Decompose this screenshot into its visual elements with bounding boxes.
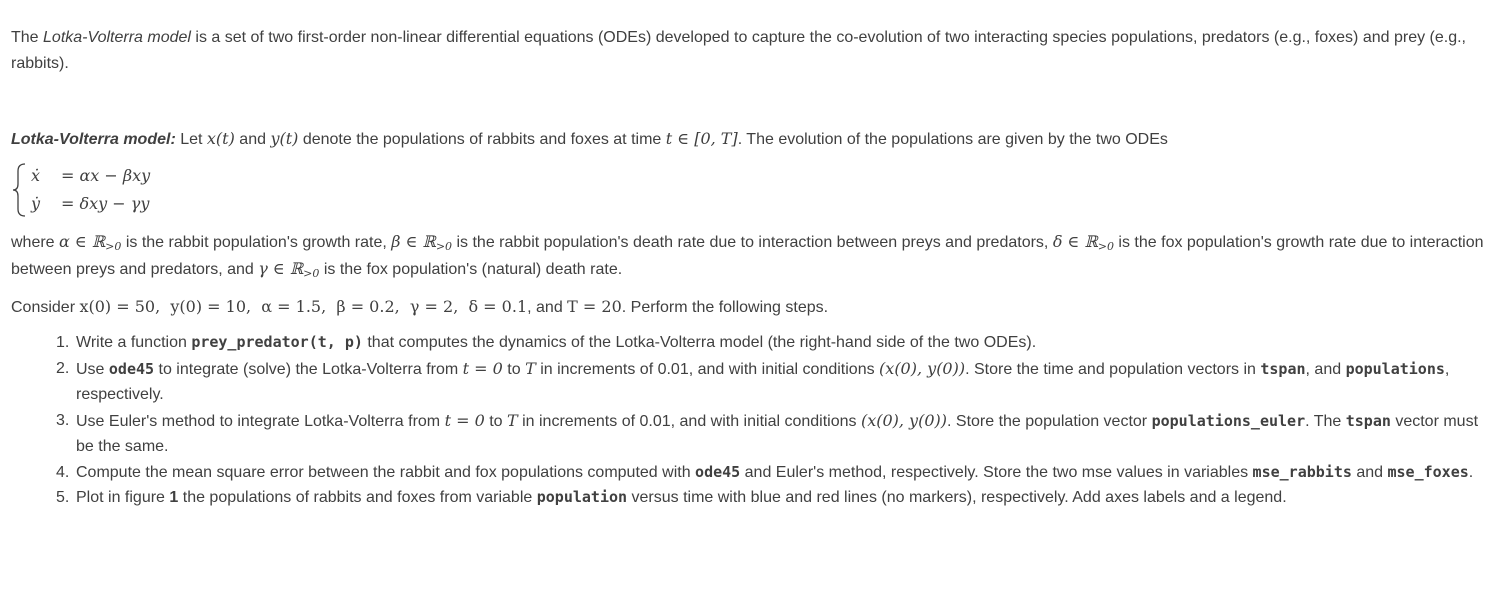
step-text: . [1468, 463, 1474, 481]
step-text: to integrate (solve) the Lotka-Volterra from [154, 360, 463, 378]
code-ode45: ode45 [695, 462, 741, 481]
step-number: 5. [56, 489, 70, 506]
step-number: 1. [56, 334, 70, 351]
model-text-3: denote the populations of rabbits and foxes at time [298, 131, 666, 148]
gamma-domain [258, 259, 319, 278]
equation-rabbits [31, 166, 150, 185]
code-mse-foxes: mse_foxes [1387, 462, 1469, 481]
step-item [11, 408, 1487, 460]
steps-list [11, 330, 1487, 511]
model-label: Lotka-Volterra model: [11, 131, 176, 148]
rhs-rabbits: = αx − βxy [61, 166, 151, 185]
step-text: and [1351, 463, 1388, 481]
where-text-3: is the rabbit population's death rate due to interaction between preys and predators, [452, 234, 1053, 251]
step-text: , and [1305, 360, 1346, 378]
alpha-set: α ∈ ℝ [59, 232, 106, 251]
math-initial-conditions: (x(0), y(0)) [879, 358, 966, 378]
step-text: , respectively. [76, 360, 1450, 403]
step-text: to [484, 412, 507, 430]
step-text: in increments of 0.01, and with initial conditions [535, 360, 880, 378]
y-dot: ẏ [31, 194, 41, 213]
step-number: 4. [56, 463, 70, 481]
figure-number: 1 [169, 489, 179, 506]
rhs-foxes: = δxy − γy [61, 194, 150, 213]
alpha-domain [59, 232, 121, 251]
parameters-paragraph [11, 229, 1487, 283]
step-text: versus time with blue and red lines (no markers), respectively. Add axes labels and a legend. [627, 489, 1287, 506]
gamma-set: γ ∈ ℝ [258, 259, 304, 278]
where-text-5: is the fox population's (natural) death rate. [319, 261, 623, 278]
delta-domain [1053, 232, 1114, 251]
step-text: . The [1305, 412, 1346, 430]
code-tspan: tspan [1260, 359, 1306, 378]
model-text-1: Let [175, 131, 207, 148]
step-text: Use [76, 360, 109, 378]
step-item [11, 460, 1487, 486]
step-text: Write a function [76, 334, 192, 351]
code-populations: populations [1345, 359, 1445, 378]
math-t-zero: t = 0 [462, 358, 503, 378]
initial-values: x(0) = 50, y(0) = 10, α = 1.5, β = 0.2, γ = 2, δ = 0.1 [79, 297, 528, 316]
positive-sub: >0 [105, 240, 122, 253]
math-T: T [506, 410, 518, 430]
x-of-t: x(t) [206, 129, 235, 148]
step-text: vector must be the same. [76, 412, 1479, 455]
code-population: population [536, 488, 628, 506]
code-tspan: tspan [1345, 411, 1391, 430]
code-ode45: ode45 [108, 359, 155, 378]
beta-domain [391, 232, 452, 251]
where-text-1: where [11, 234, 60, 251]
step-text: the populations of rabbits and foxes from variable [178, 489, 537, 506]
step-number: 2. [56, 359, 70, 377]
step-item [11, 356, 1487, 408]
equation-foxes [31, 194, 149, 213]
step-text: Use Euler's method to integrate Lotka-Volterra from [76, 412, 445, 430]
model-text-4: . The evolution of the populations are given by the two ODEs [737, 131, 1168, 148]
ode-system [11, 162, 311, 218]
y-of-t: y(t) [270, 129, 299, 148]
positive-sub: >0 [303, 267, 320, 280]
code-function-signature: prey_predator(t, p) [191, 333, 363, 351]
step-text: in increments of 0.01, and with initial conditions [517, 412, 861, 430]
step-text: that computes the dynamics of the Lotka-Volterra model (the right-hand side of the two ODEs). [362, 334, 1037, 351]
intro-text-1: The [11, 29, 44, 46]
math-T: T [525, 358, 536, 378]
step-number: 3. [56, 411, 70, 429]
step-item [11, 330, 1487, 356]
step-text: . Store the population vector [947, 412, 1152, 430]
delta-set: δ ∈ ℝ [1052, 232, 1098, 251]
step-item [11, 485, 1487, 511]
code-mse-rabbits: mse_rabbits [1252, 462, 1352, 481]
consider-text-1: Consider [11, 299, 80, 316]
step-text: Plot in figure [76, 489, 170, 506]
consider-text-2: , and [527, 299, 568, 316]
code-populations-euler: populations_euler [1151, 411, 1306, 430]
positive-sub: >0 [1097, 240, 1114, 253]
left-brace-icon [11, 162, 27, 218]
initial-conditions-paragraph [11, 294, 828, 321]
time-interval: t ∈ [0, T] [665, 129, 738, 148]
step-text: . Store the time and population vectors in [965, 360, 1261, 378]
step-text: to [502, 360, 526, 378]
model-definition-paragraph [11, 126, 1168, 153]
model-name: Lotka-Volterra model [43, 29, 191, 46]
math-initial-conditions: (x(0), y(0)) [860, 410, 947, 430]
beta-set: β ∈ ℝ [391, 232, 436, 251]
model-text-2: and [234, 131, 271, 148]
x-dot: ẋ [31, 166, 41, 185]
positive-sub: >0 [435, 240, 453, 253]
where-text-4: is the fox population's growth rate due to interaction between preys and predators, and [11, 234, 1484, 278]
math-t-zero: t = 0 [444, 410, 485, 430]
where-text-2: is the rabbit population's growth rate, [121, 234, 392, 251]
final-time: T = 20 [567, 297, 622, 316]
step-text: Compute the mean square error between the rabbit and fox populations computed with [76, 463, 696, 481]
intro-text-2: is a set of two first-order non-linear differential equations (ODEs) developed to capture the co-evolution of two interacting species populations, predators (e.g., foxes) and prey (e.g., rabbits). [11, 29, 1466, 72]
consider-text-3: . Perform the following steps. [621, 299, 829, 316]
step-text: and Euler's method, respectively. Store the two mse values in variables [740, 463, 1253, 481]
intro-paragraph [11, 25, 1487, 77]
